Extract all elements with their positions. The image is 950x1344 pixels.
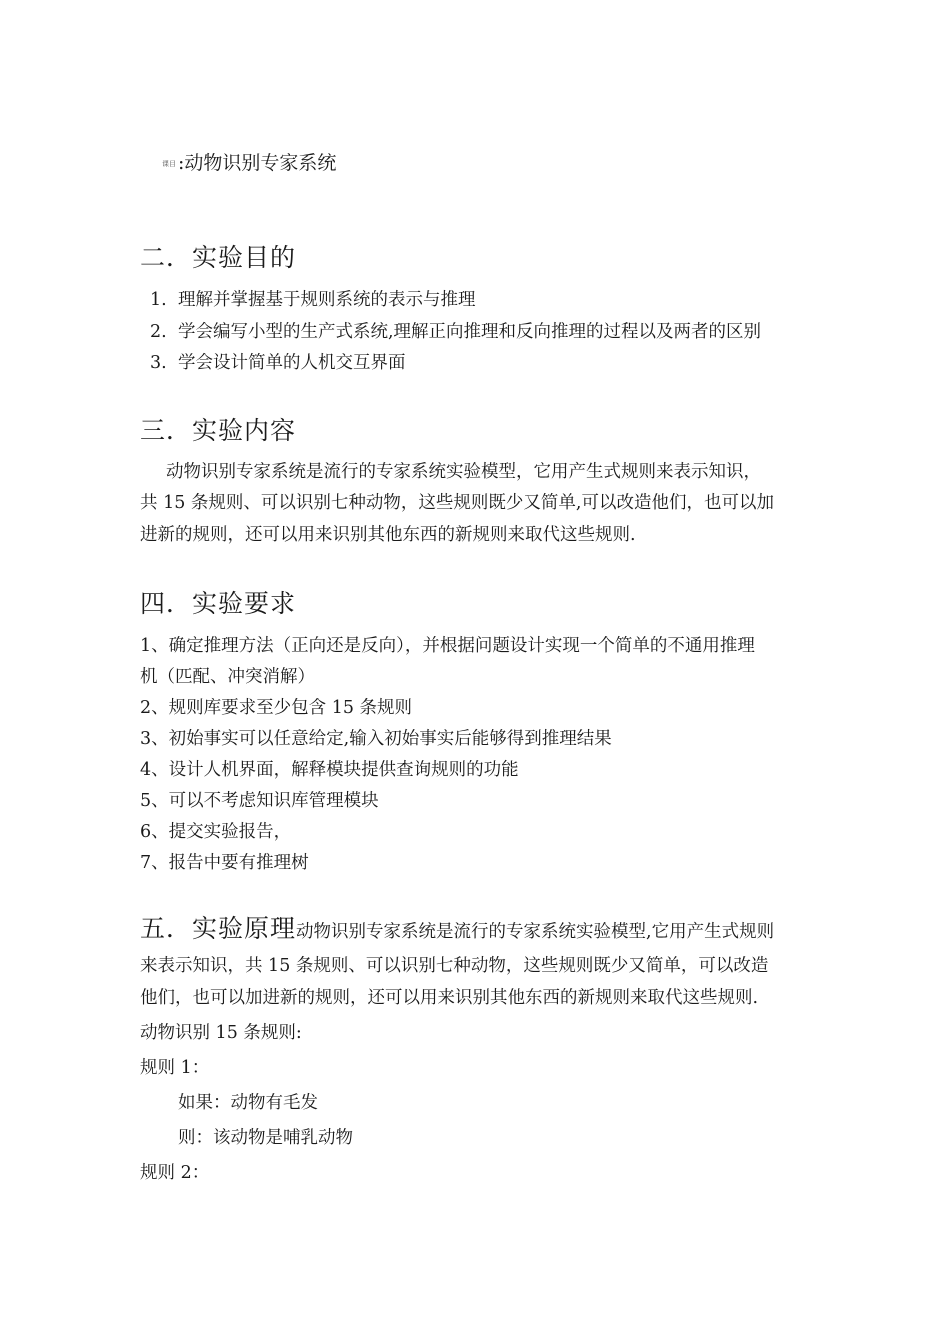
section-heading-content: 三．实验内容 <box>140 416 297 445</box>
requirement-line: 4、设计人机界面，解释模块提供查询规则的功能 <box>140 760 519 780</box>
purpose-item <box>150 349 406 374</box>
principle-first-line-text: 动物识别专家系统是流行的专家系统实验模型,它用产生式规则 <box>296 922 775 942</box>
content-paragraph-line: 进新的规则，还可以用来识别其他东西的新规则来取代这些规则. <box>140 525 636 545</box>
principle-first-line <box>140 909 774 945</box>
purpose-item-number: 2. <box>150 322 167 342</box>
purpose-item-text: 理解并掌握基于规则系统的表示与推理 <box>178 290 476 310</box>
content-paragraph-line: 共 15 条规则、可以识别七种动物，这些规则既少又简单,可以改造他们，也可以加 <box>140 493 774 513</box>
requirement-line: 2、规则库要求至少包含 15 条规则 <box>140 698 413 718</box>
title-prefix: 课目 <box>162 160 176 168</box>
rule-conclusion: 则：该动物是哺乳动物 <box>178 1128 353 1148</box>
purpose-item <box>150 318 761 343</box>
requirement-line: 1、确定推理方法（正向还是反向），并根据问题设计实现一个简单的不通用推理 <box>140 636 755 656</box>
purpose-item <box>150 286 476 311</box>
rule-label: 规则 2： <box>140 1163 210 1183</box>
purpose-item-text: 学会编写小型的生产式系统,理解正向推理和反向推理的过程以及两者的区别 <box>178 322 762 342</box>
content-paragraph-line: 动物识别专家系统是流行的专家系统实验模型，它用产生式规则来表示知识， <box>166 462 761 482</box>
requirement-line: 6、提交实验报告， <box>140 822 292 842</box>
section-heading-principle: 五．实验原理 <box>140 914 297 943</box>
title-colon: : <box>178 152 185 174</box>
title-text: 动物识别专家系统 <box>184 152 337 174</box>
purpose-item-number: 1. <box>150 290 167 310</box>
rule-label: 规则 1： <box>140 1058 210 1078</box>
document-title <box>162 148 336 175</box>
rule-condition: 如果：动物有毛发 <box>178 1093 318 1113</box>
section-heading-requirements: 四．实验要求 <box>140 589 297 618</box>
principle-paragraph-line: 他们，也可以加进新的规则，还可以用来识别其他东西的新规则来取代这些规则. <box>140 988 759 1008</box>
principle-paragraph-line: 动物识别 15 条规则: <box>140 1023 302 1043</box>
requirement-line: 7、报告中要有推理树 <box>140 853 309 873</box>
principle-paragraph-line: 来表示知识，共 15 条规则、可以识别七种动物，这些规则既少又简单，可以改造 <box>140 956 769 976</box>
requirement-line: 3、初始事实可以任意给定,输入初始事实后能够得到推理结果 <box>140 729 612 749</box>
section-heading-purpose: 二．实验目的 <box>140 243 297 272</box>
purpose-item-text: 学会设计简单的人机交互界面 <box>178 353 406 373</box>
requirement-line: 5、可以不考虑知识库管理模块 <box>140 791 379 811</box>
requirement-line: 机（匹配、冲突消解） <box>140 667 315 687</box>
purpose-item-number: 3. <box>150 353 167 373</box>
